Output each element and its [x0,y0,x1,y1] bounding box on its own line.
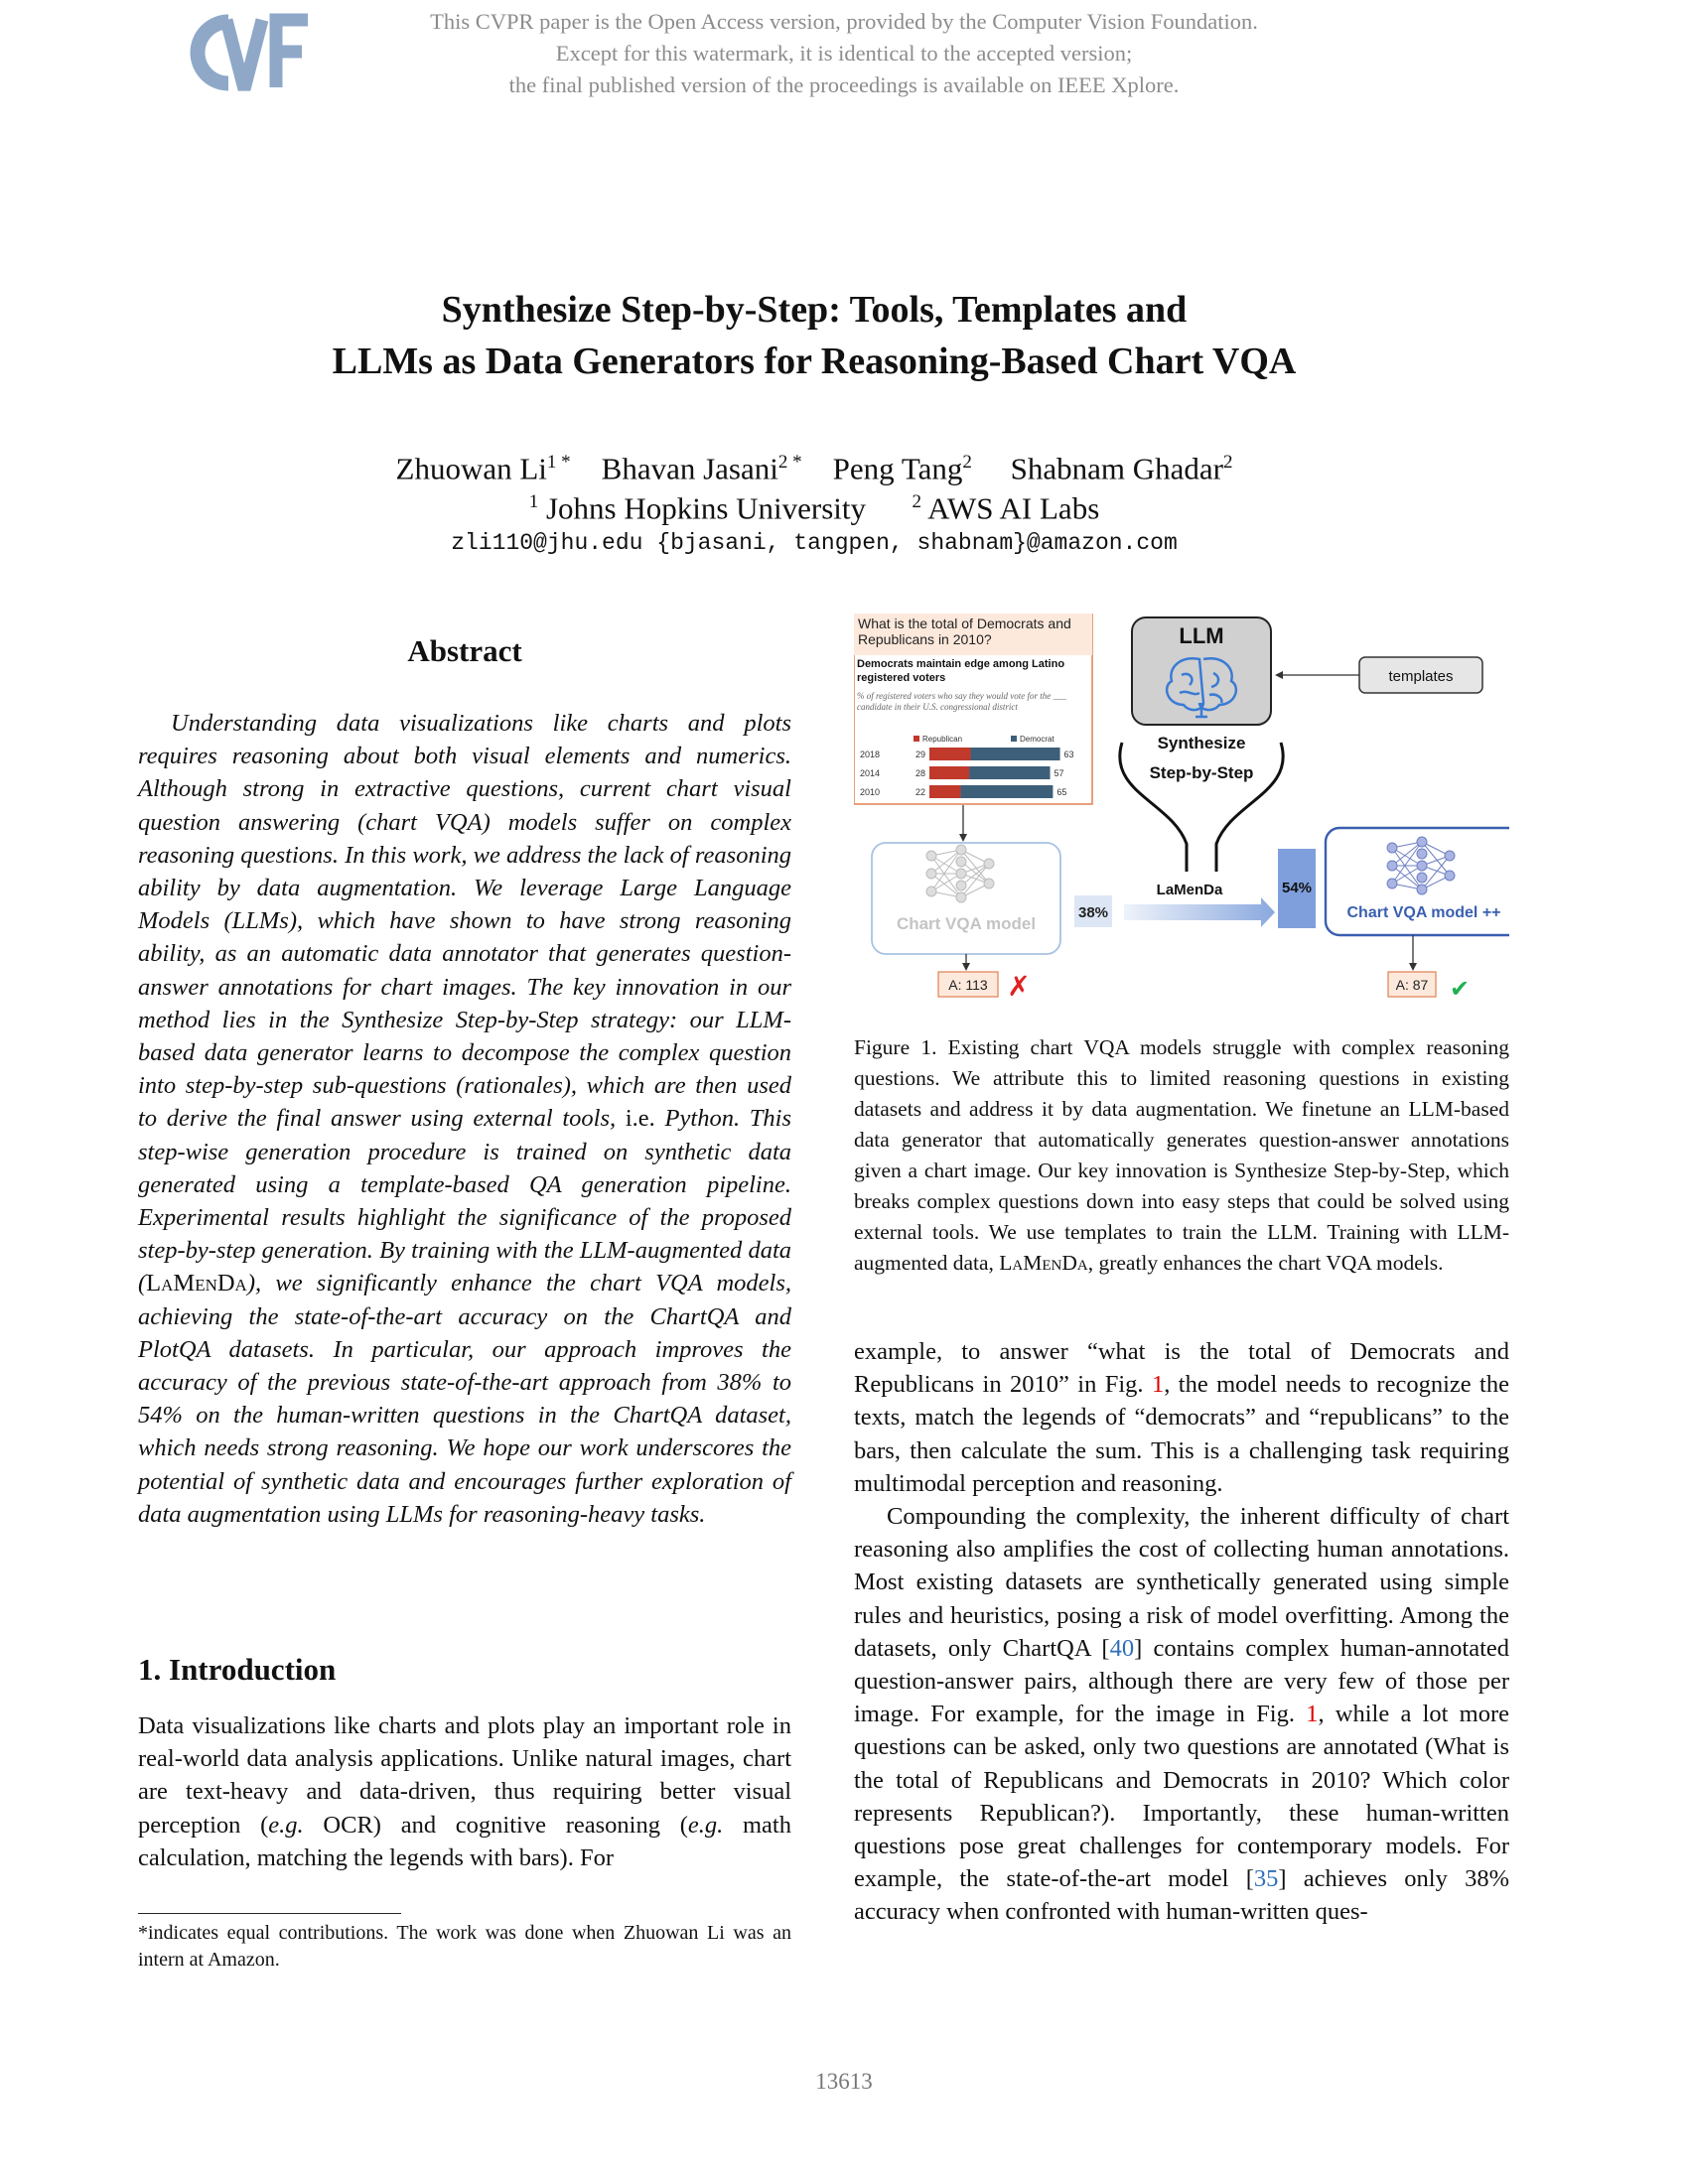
abstract-text: Python. This step-wise generation procedure is trained on synthetic data generated using a template-based QA generation pipeline. Experimental results highlight the significance of the proposed step-by-step generation. By training with the LLM-augmented data ( [138,1105,792,1297]
accuracy-before: 38% [1077,904,1109,921]
watermark-line-2: Except for this watermark, it is identical to the accepted version; [555,41,1133,66]
section-title: 1. Introduction [138,1652,337,1687]
affiliation-sup: 1 [528,491,539,512]
cvf-logo [185,8,312,97]
body-text: ] achieves only 38% accuracy when confronted with human-written ques- [854,1865,1509,1926]
footnote-rule [138,1913,401,1914]
abstract-heading [138,633,791,669]
legend-swatch-democrat [1011,736,1017,742]
chart-title: Democrats maintain edge among Latino registered voters [857,658,1065,684]
chart-question: What is the total of Democrats and Republicans in 2010? [858,615,1071,647]
answer-wrong: A: 113 [948,977,988,993]
figure-ref-link[interactable]: 1 [1306,1701,1319,1728]
affiliation-sup: 2 [912,491,922,512]
abstract-text: ), we significantly enhance the chart VQA models, achieving the state-of-the-art accuracy on the ChartQA and PlotQA datasets. In particular, our approach improves the accuracy of the previous state-of-the-art approach from 38% to 54% on the human-written questions in the ChartQA dataset, which needs strong reasoning. We hope our work underscores the potential of synthetic data and encourages further exploration of data augmentation using LLMs for reasoning-heavy tasks. [138,1270,791,1528]
affiliations [0,482,1628,528]
arrowhead [1275,671,1283,679]
watermark-line-1: This CVPR paper is the Open Access version, provided by the Computer Vision Foundation. [430,9,1258,34]
intro-eg: e.g. [268,1811,304,1839]
figure-caption [854,1032,1509,1279]
body-text: , the model needs to recognize the texts, match the legends of “democrats” and “republicans” to the bars, then calculate the sum. This is a challenging task requiring multimodal perception and reasoning. [854,1371,1509,1497]
chart-title-wrap [857,657,1091,693]
author-name: Shabnam Ghadar [1010,451,1223,486]
lamenda-label: LaMenDa [1156,882,1223,898]
right-column-body [854,1335,1509,1929]
republican-bar [929,785,960,798]
author-sup: 2 [962,452,972,473]
body-text: ] contains complex human-annotated question-answer pairs, although there are very few of those per image. For example, for the image in Fig. [854,1634,1509,1728]
synthesize-curve-right [1216,743,1283,872]
author-sup: 2 * [777,452,802,473]
chart-vqa-model-pp-label: Chart VQA model ++ [1346,904,1501,921]
chart-vqa-model-label: Chart VQA model [896,914,1037,933]
chart-subtitle: % of registered voters who say they would vote for the ___ candidate in their U.S. congressional district [857,691,1067,712]
intro-text: OCR) and cognitive reasoning ( [303,1811,688,1839]
intro-eg: e.g. [687,1811,724,1839]
synthesize-label-2: Step-by-Step [1149,763,1254,782]
figure-ref-link[interactable]: 1 [1151,1371,1165,1399]
author-emails: zli110@jhu.edu {bjasani, tangpen, shabnam}@amazon.com [451,530,1178,556]
affiliation: Johns Hopkins University [545,490,867,526]
author-name: Bhavan Jasani [601,451,778,486]
body-text: , while a lot more questions can be asked, only two questions are annotated (What is the total of Republicans and Democrats in 2010? Which color represents Republican?). Importantly, these human-written questions pose great challenges for contemporary models. For example, the state-of-the-art model [ [854,1701,1510,1893]
intro-text: Data visualizations like charts and plots play an important role in real-world data analysis applications. Unlike natural images, chart are text-heavy and data-driven, thus requiring better visual perception ( [138,1712,791,1839]
abstract-title: Abstract [407,633,522,668]
page-number: 13613 [815,2069,873,2094]
answer-right: A: 87 [1395,977,1429,993]
citation-link[interactable]: 40 [1109,1634,1135,1662]
abstract-text: Understanding data visualizations like charts and plots requires reasoning about both visual elements and numerics. Although strong in extractive questions, current chart visual question answering (chart VQA) models suffer on complex reasoning questions. In this work, we address the lack of reasoning ability by data augmentation. We leverage Large Language Models (LLMs), which have shown to have strong reasoning ability, as an automatic data annotator that generates question-answer annotations for chart images. The key innovation in our method lies in the Synthesize Step-by-Step strategy: our LLM-based data generator learns to decompose the complex question into step-by-step sub-questions (rationales), which are then used to derive the final answer using external tools, [138,710,791,1133]
templates-label: templates [1388,668,1454,685]
check-icon: ✔ [1449,976,1471,1003]
synthesize-curve-left [1120,743,1187,872]
body-text: example, to answer “what is the total of Democrats and Republicans in 2010” in Fig. [854,1338,1509,1399]
year-label: 2018 [860,750,881,759]
watermark-line-3: the final published version of the proceedings is available on IEEE Xplore. [508,72,1180,97]
democrat-bar [970,748,1059,760]
lamenda-name: LaMenDa [146,1270,247,1297]
intro-text: math calculation, matching the legends with bars). For [138,1811,791,1871]
abstract-body [138,707,791,1531]
caption-text: Existing chart VQA models struggle with complex reasoning questions. We attribute this to limited reasoning questions in existing datasets and address it by data augmentation. We finetune an LLM-based data generator that automatically generates question-answer annotations given a chart image. Our key innovation is Synthesize Step-by-Step, which breaks complex questions down into easy steps that could be solved using external tools. We use templates to train the LLM. Training with LLM-augmented data, [854,1035,1509,1275]
title-line-1: Synthesize Step-by-Step: Tools, Templates and [441,289,1188,331]
arrowhead [959,834,967,842]
year-label: 2010 [860,787,881,797]
democrat-value-label: 57 [1054,768,1064,778]
accuracy-after: 54% [1281,880,1313,896]
caption-label: Figure 1. [854,1035,937,1059]
lamenda-name: LaMenDa [999,1251,1088,1275]
democrat-bar [960,785,1053,798]
citation-link[interactable]: 35 [1253,1865,1279,1893]
democrat-bar [969,766,1051,779]
republican-value-label: 22 [914,787,925,797]
democrat-value-label: 63 [1063,750,1074,759]
caption-text: , greatly enhances the chart VQA models. [1087,1251,1444,1275]
paper-title [0,284,1628,387]
affiliation: AWS AI Labs [927,490,1100,526]
synthesize-label-1: Synthesize [1157,734,1246,752]
author-name: Zhuowan Li [395,451,547,486]
republican-value-label: 28 [914,768,925,778]
abstract-ie: i.e. [625,1105,655,1133]
llm-label: LLM [1179,623,1224,648]
figure-1 [854,614,1509,1011]
author-sup: 2 [1222,452,1233,473]
wrong-icon: ✗ [1007,971,1031,1002]
legend-swatch-republican [914,736,919,742]
question-text-wrap [858,615,1090,657]
legend-democrat: Democrat [1020,735,1055,744]
arrowhead [962,963,970,971]
year-label: 2014 [860,768,881,778]
title-line-2: LLMs as Data Generators for Reasoning-Based Chart VQA [332,341,1297,382]
author-name: Peng Tang [832,451,963,486]
arrowhead [1409,963,1417,971]
chart-subtitle-wrap [857,691,1091,721]
lamenda-arrow [1124,897,1275,927]
legend-republican: Republican [922,735,963,744]
author-sup: 1 * [546,452,571,473]
republican-bar [929,766,969,779]
intro-heading [138,1652,791,1688]
footnote: *indicates equal contributions. The work was done when Zhuowan Li was an intern at Amazon. [138,1922,791,1971]
democrat-value-label: 65 [1056,787,1067,797]
intro-body [138,1709,791,1874]
republican-value-label: 29 [914,750,925,759]
body-text: Compounding the complexity, the inherent difficulty of chart reasoning also amplifies the cost of collecting human annotations. Most existing datasets are synthetically generated using simple rules and heuristics, posing a risk of model overfitting. Among the datasets, only ChartQA [ [854,1503,1509,1662]
republican-bar [929,748,970,760]
